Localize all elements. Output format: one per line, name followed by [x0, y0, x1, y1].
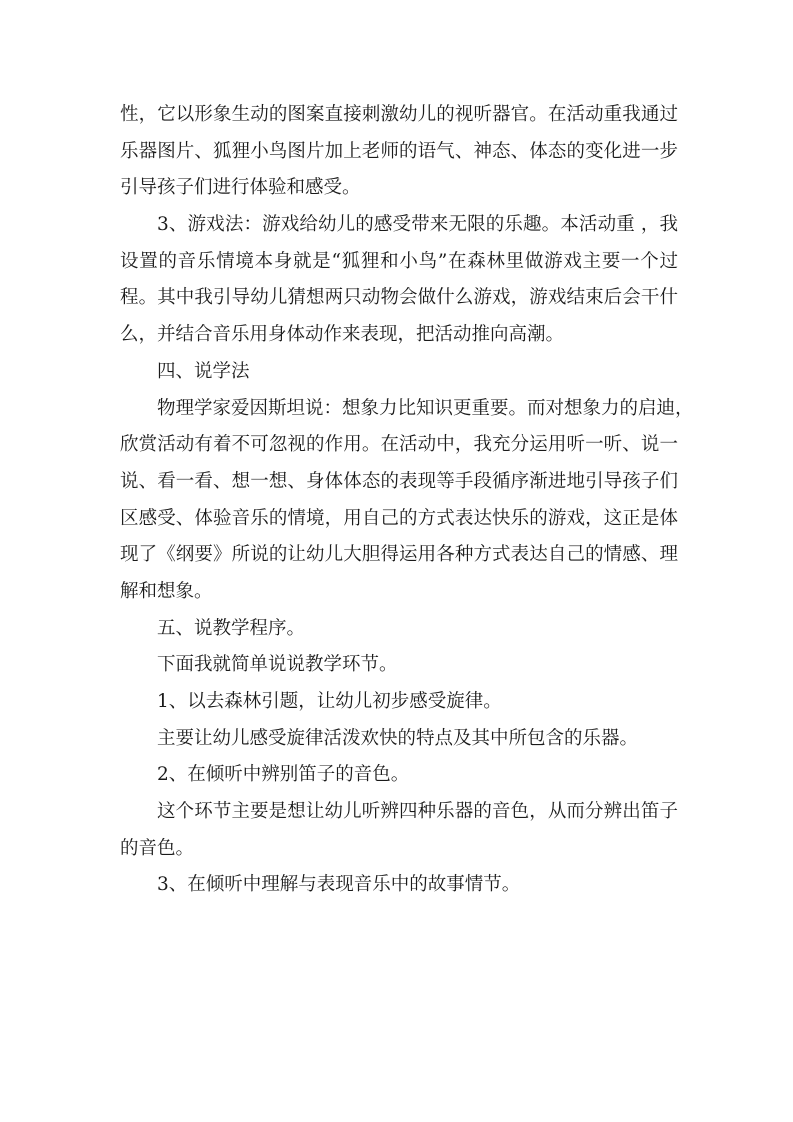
step-heading: 2、在倾听中辨别笛子的音色。 [157, 764, 410, 786]
paragraph-first-line: 3、游戏法：游戏给幼儿的感受带来无限的乐趣。本活动重 ，我 [157, 214, 678, 236]
text-line: 设置的音乐情境本身就是“狐狸和小鸟”在森林里做游戏主要一个过 [120, 250, 678, 272]
section-heading: 五、说教学程序。 [157, 617, 306, 639]
text-line: 么，并结合音乐用身体动作来表现，把活动推向高潮。 [120, 324, 565, 346]
section-heading: 四、说学法 [157, 360, 250, 382]
text-line: 的音色。 [120, 837, 195, 859]
paragraph-line: 下面我就简单说说教学环节。 [157, 654, 398, 676]
paragraph-line: 主要让幼儿感受旋律活泼欢快的特点及其中所包含的乐器。 [157, 727, 639, 749]
text-line: 引导孩子们进行体验和感受。 [120, 177, 361, 199]
text-line: 性，它以形象生动的图案直接刺激幼儿的视听器官。在活动重我通过 [120, 104, 678, 125]
text-line: 欣赏活动有着不可忽视的作用。在活动中，我充分运用听一听、说一 [120, 434, 678, 456]
text-line: 现了《纲要》所说的让幼儿大胆得运用各种方式表达自己的情感、理 [120, 544, 678, 566]
text-line: 区感受、体验音乐的情境，用自己的方式表达快乐的游戏，这正是体 [120, 507, 678, 529]
paragraph-first-line: 这个环节主要是想让幼儿听辨四种乐器的音色，从而分辨出笛子 [157, 801, 678, 823]
step-heading: 3、在倾听中理解与表现音乐中的故事情节。 [157, 874, 521, 896]
document-body [120, 97, 694, 904]
text-line: 解和想象。 [120, 580, 213, 602]
step-heading: 1、以去森林引题，让幼儿初步感受旋律。 [157, 691, 502, 712]
text-line: 程。其中我引导幼儿猜想两只动物会做什么游戏，游戏结束后会干什 [120, 287, 678, 309]
text-line: 说、看一看、想一想、身体体态的表现等手段循序渐进地引导孩子们 [120, 470, 678, 492]
paragraph-first-line: 物理学家爱因斯坦说：想象力比知识更重要。而对想象力的启迪， [157, 397, 694, 419]
text-line: 乐器图片、狐狸小鸟图片加上老师的语气、神态、体态的变化进一步 [120, 140, 678, 162]
